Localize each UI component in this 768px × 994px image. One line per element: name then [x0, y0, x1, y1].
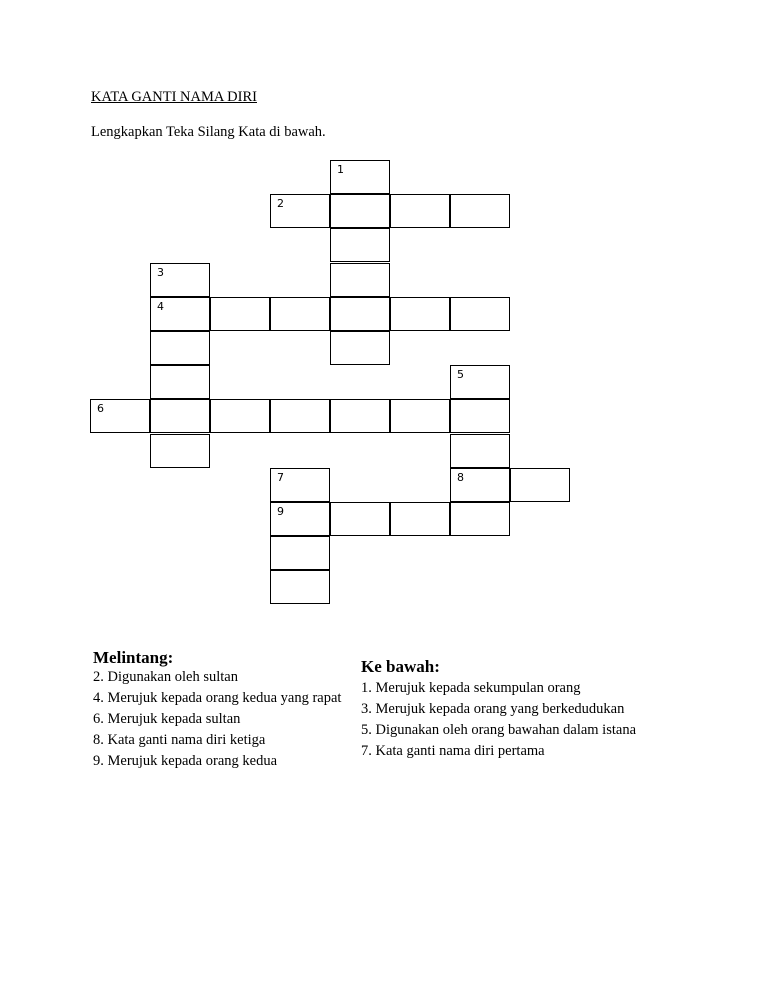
- crossword-cell: [450, 365, 510, 399]
- crossword-cell: [150, 297, 210, 331]
- clue-number: 4: [157, 300, 164, 313]
- crossword-cell: [450, 297, 510, 331]
- clue-number: 6: [97, 402, 104, 415]
- crossword-cell: [270, 570, 330, 604]
- crossword-cell: [330, 263, 390, 297]
- crossword-cell: [210, 297, 270, 331]
- across-heading: Melintang:: [93, 648, 174, 667]
- across-clue: 2. Digunakan oleh sultan: [93, 669, 238, 685]
- crossword-cell: [90, 399, 150, 433]
- crossword-cell: [450, 399, 510, 433]
- across-clue: 8. Kata ganti nama diri ketiga: [93, 732, 266, 748]
- crossword-cell: [510, 468, 570, 502]
- crossword-cell: [330, 331, 390, 365]
- crossword-cell: [270, 297, 330, 331]
- page-title: KATA GANTI NAMA DIRI: [91, 89, 257, 105]
- clue-number: 2: [277, 197, 284, 210]
- clue-number: 5: [457, 368, 464, 381]
- across-clue: 9. Merujuk kepada orang kedua: [93, 753, 278, 769]
- crossword-cell: [270, 468, 330, 502]
- down-clue-list: [361, 678, 636, 762]
- crossword-cell: [390, 399, 450, 433]
- across-clue: 6. Merujuk kepada sultan: [93, 711, 241, 727]
- crossword-cell: [390, 194, 450, 228]
- crossword-cell: [330, 228, 390, 262]
- crossword-cell: [330, 160, 390, 194]
- crossword-cell: [450, 502, 510, 536]
- crossword-cell: [210, 399, 270, 433]
- crossword-cell: [330, 194, 390, 228]
- crossword-cell: [150, 434, 210, 468]
- down-clue: 1. Merujuk kepada sekumpulan orang: [361, 680, 581, 696]
- crossword-cell: [330, 502, 390, 536]
- down-clue: 7. Kata ganti nama diri pertama: [361, 743, 545, 759]
- clue-number: 3: [157, 266, 164, 279]
- crossword-cell: [450, 468, 510, 502]
- crossword-cell: [270, 536, 330, 570]
- across-clue-list: [93, 667, 341, 772]
- crossword-cell: [390, 502, 450, 536]
- crossword-cell: [450, 434, 510, 468]
- crossword-cell: [270, 502, 330, 536]
- crossword-cell: [150, 365, 210, 399]
- crossword-cell: [150, 263, 210, 297]
- crossword-cell: [330, 297, 390, 331]
- down-clue: 5. Digunakan oleh orang bawahan dalam istana: [361, 722, 637, 738]
- clue-number: 8: [457, 471, 464, 484]
- instruction-text: Lengkapkan Teka Silang Kata di bawah.: [91, 124, 326, 140]
- crossword-cell: [390, 297, 450, 331]
- crossword-cell: [270, 399, 330, 433]
- crossword-cell: [150, 399, 210, 433]
- crossword-cell: [330, 399, 390, 433]
- clue-number: 1: [337, 163, 344, 176]
- crossword-cell: [150, 331, 210, 365]
- crossword-cell: [270, 194, 330, 228]
- down-heading: Ke bawah:: [361, 657, 440, 676]
- clue-number: 7: [277, 471, 284, 484]
- down-clue: 3. Merujuk kepada orang yang berkedudukan: [361, 701, 625, 717]
- clue-number: 9: [277, 505, 284, 518]
- across-clue: 4. Merujuk kepada orang kedua yang rapat: [93, 690, 342, 706]
- crossword-cell: [450, 194, 510, 228]
